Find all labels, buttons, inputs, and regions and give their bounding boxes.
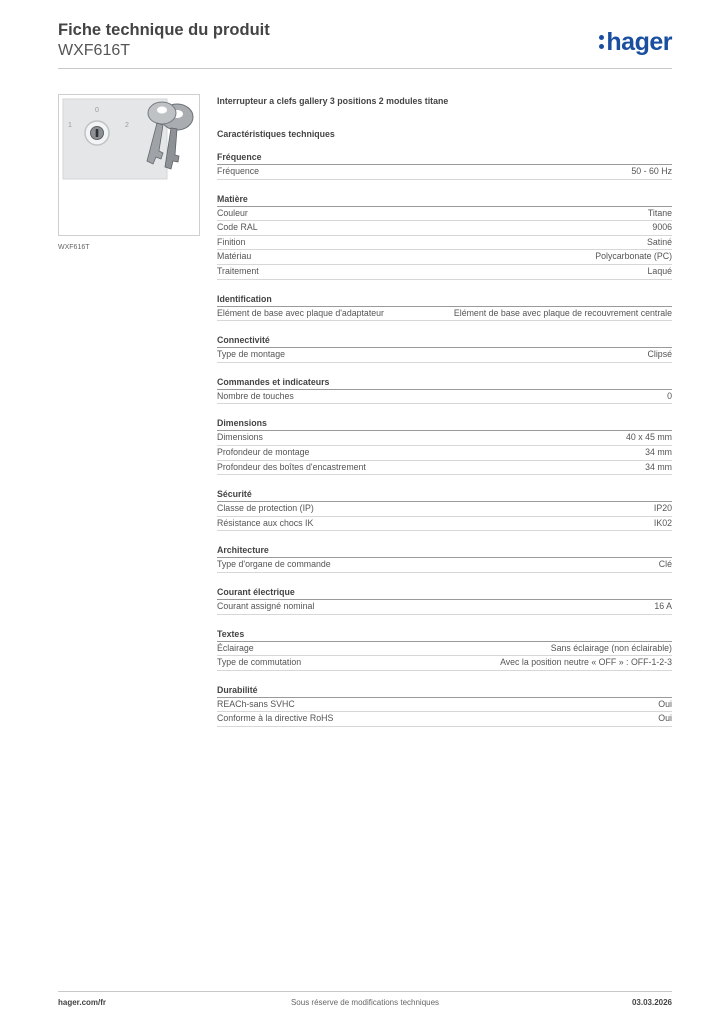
section-title: Matière (217, 193, 672, 207)
spec-value: 50 - 60 Hz (631, 166, 672, 176)
spec-row (217, 265, 672, 280)
spec-value: Elément de base avec plaque de recouvrement centrale (453, 307, 672, 318)
logo-text: hager (606, 28, 672, 56)
spec-row (217, 517, 672, 532)
spec-row (217, 461, 672, 476)
spec-row (217, 558, 672, 573)
footer-website: hager.com/fr (58, 998, 107, 1007)
spec-label: Profondeur des boîtes d'encastrement (217, 461, 366, 472)
spec-label: Matériau (217, 251, 252, 262)
spec-row (217, 207, 672, 222)
spec-section (217, 684, 672, 727)
spec-value: 34 mm (645, 461, 672, 472)
spec-label: Finition (217, 236, 246, 247)
spec-value: 40 x 45 mm (626, 432, 672, 443)
section-title: Architecture (217, 544, 672, 558)
spec-value: Titane (647, 207, 672, 218)
spec-label: Profondeur de montage (217, 446, 310, 457)
spec-row (217, 642, 672, 657)
section-title: Sécurité (217, 488, 672, 502)
spec-row (217, 600, 672, 615)
spec-row (217, 348, 672, 363)
spec-value: Clipsé (647, 349, 672, 360)
spec-row (217, 390, 672, 405)
spec-section (217, 193, 672, 280)
product-details (217, 94, 672, 727)
spec-value: Laqué (647, 265, 672, 276)
spec-label: Elément de base avec plaque d'adaptateur (217, 307, 384, 318)
section-title: Identification (217, 293, 672, 307)
spec-value: IK02 (653, 517, 672, 528)
spec-label: Classe de protection (IP) (217, 503, 314, 514)
logo-dots-icon (599, 28, 604, 49)
dial-label-1: 1 (68, 122, 72, 129)
spec-label: Type de montage (217, 349, 285, 360)
spec-row (217, 307, 672, 322)
spec-value: 9006 (652, 222, 672, 233)
section-title: Durabilité (217, 684, 672, 698)
technical-specs-heading: Caractéristiques techniques (217, 129, 335, 139)
section-title: Textes (217, 628, 672, 642)
spec-sections (217, 151, 672, 727)
spec-label: Conforme à la directive RoHS (217, 713, 334, 724)
document-title: Fiche technique du produit (58, 21, 270, 39)
spec-section (217, 334, 672, 363)
spec-label: Type d'organe de commande (217, 559, 331, 570)
spec-value: 16 A (654, 600, 672, 611)
spec-value: Sans éclairage (non éclairable) (550, 642, 672, 653)
footer-divider (58, 991, 672, 992)
spec-section (217, 151, 672, 180)
spec-label: Couleur (217, 207, 248, 218)
section-title: Courant électrique (217, 586, 672, 600)
spec-value: Clé (658, 559, 672, 570)
product-name: Interrupteur a clefs gallery 3 positions 2 modules titane (217, 96, 449, 106)
spec-label: Fréquence (217, 166, 260, 176)
section-title: Connectivité (217, 334, 672, 348)
spec-row (217, 502, 672, 517)
spec-section (217, 376, 672, 405)
header-divider (58, 68, 672, 69)
spec-section (217, 293, 672, 322)
spec-row (217, 712, 672, 727)
page-header (58, 20, 672, 68)
spec-value: IP20 (653, 503, 672, 514)
spec-label: Dimensions (217, 432, 263, 443)
spec-section (217, 488, 672, 531)
spec-value: Oui (658, 698, 672, 709)
section-title: Fréquence (217, 151, 672, 165)
spec-label: Courant assigné nominal (217, 600, 315, 611)
spec-value: Satiné (647, 236, 672, 247)
spec-label: Nombre de touches (217, 390, 294, 401)
dial-label-0: 0 (95, 107, 99, 114)
spec-label: Type de commutation (217, 657, 302, 668)
product-reference: WXF616T (58, 42, 131, 59)
spec-section (217, 586, 672, 615)
spec-row (217, 656, 672, 671)
spec-row (217, 431, 672, 446)
spec-value: 34 mm (645, 446, 672, 457)
section-title: Dimensions (217, 417, 672, 431)
spec-row (217, 446, 672, 461)
spec-section (217, 417, 672, 475)
spec-row (217, 236, 672, 251)
image-caption: WXF616T (58, 244, 90, 251)
spec-row (217, 698, 672, 713)
spec-label: Traitement (217, 265, 259, 276)
spec-row (217, 221, 672, 236)
product-image (58, 94, 200, 236)
footer-disclaimer: Sous réserve de modifications techniques (290, 998, 440, 1007)
spec-row (217, 165, 672, 180)
spec-value: 0 (667, 390, 672, 401)
section-title: Commandes et indicateurs (217, 376, 672, 390)
spec-section (217, 628, 672, 671)
spec-value: Avec la position neutre « OFF » : OFF-1-2-3 (500, 657, 672, 668)
footer-date: 03.03.2026 (631, 998, 672, 1007)
spec-label: Éclairage (217, 642, 254, 653)
hager-logo (599, 28, 672, 56)
spec-label: REACh-sans SVHC (217, 698, 295, 709)
spec-row (217, 250, 672, 265)
spec-section (217, 544, 672, 573)
spec-value: Polycarbonate (PC) (595, 251, 672, 262)
spec-label: Code RAL (217, 222, 258, 233)
dial-label-2: 2 (125, 122, 129, 129)
spec-value: Oui (658, 713, 672, 724)
spec-label: Résistance aux chocs IK (217, 517, 314, 528)
key-switch-illustration (59, 95, 199, 235)
